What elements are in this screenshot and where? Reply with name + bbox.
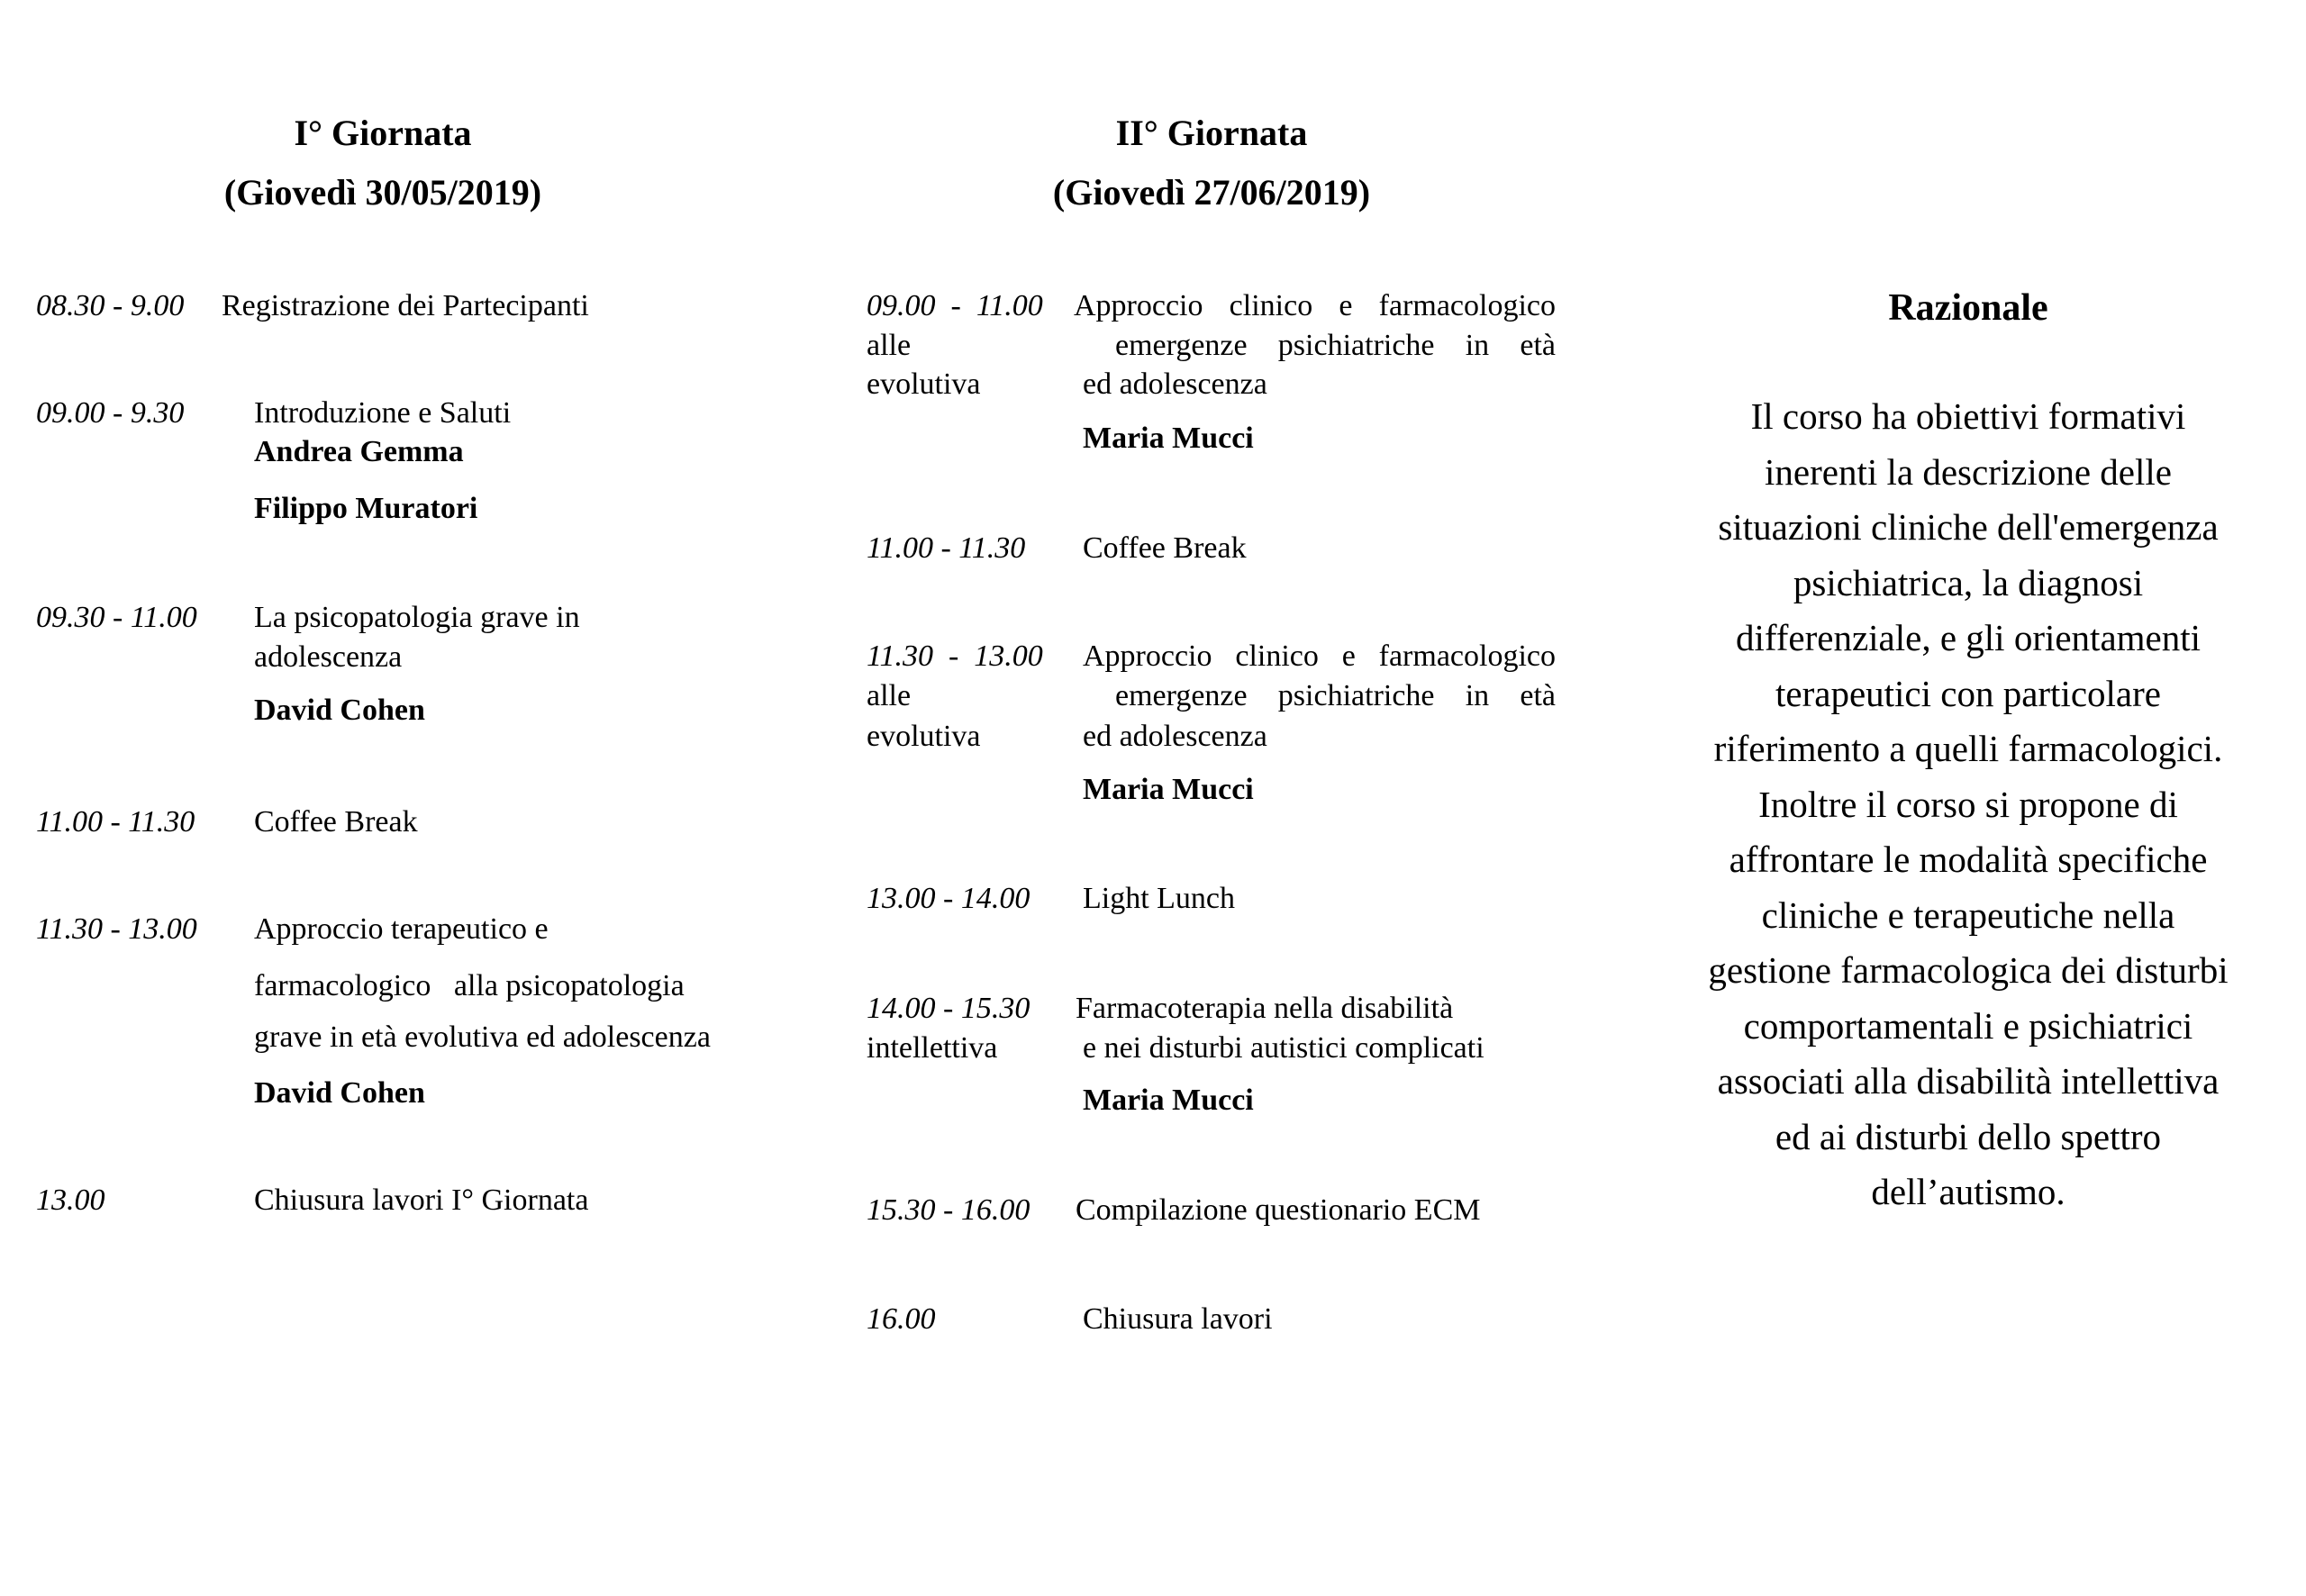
session-title: Compilazione questionario ECM: [1076, 1193, 1481, 1227]
rationale-line: dell’autismo.: [1871, 1171, 2065, 1212]
session-time: 16.00: [867, 1302, 936, 1336]
session-speaker: Maria Mucci: [1083, 422, 1254, 455]
rationale-line: Inoltre il corso si propone di: [1758, 783, 2178, 825]
rationale-title: Razionale: [1888, 287, 2048, 329]
session-title-line: Approccio clinico e farmacologico: [1074, 289, 1556, 322]
session-time: 09.00 - 9.30: [36, 396, 185, 430]
day2-title: II° Giornata: [1115, 113, 1308, 153]
session-title-line: emergenze psichiatriche in età: [1115, 679, 1556, 712]
session-title-line: La psicopatologia grave in: [254, 601, 580, 634]
session-time: 11.30 - 13.00: [867, 639, 1043, 673]
session-time: 15.30 - 16.00: [867, 1193, 1030, 1227]
rationale-line: comportamentali e psichiatrici: [1743, 1004, 2193, 1047]
session-title-wrap: alle: [867, 329, 912, 362]
day1-heading: [144, 104, 622, 222]
session-title-line: Approccio clinico e farmacologico: [1083, 639, 1556, 673]
session-title-wrap: evolutiva: [867, 367, 981, 401]
session-speaker: David Cohen: [254, 694, 425, 727]
session-title-line: ed adolescenza: [1083, 720, 1267, 753]
rationale-body: [1653, 389, 2283, 1220]
session-title: Coffee Break: [1083, 531, 1247, 565]
session-title-wrap: evolutiva: [867, 720, 981, 753]
rationale-line: riferimento a quelli farmacologici.: [1713, 728, 2223, 769]
day1-date: (Giovedì 30/05/2019): [223, 172, 542, 213]
session-time: 11.00 - 11.30: [36, 805, 195, 839]
session-time: 14.00 - 15.30: [867, 992, 1030, 1025]
session-title: Registrazione dei Partecipanti: [222, 289, 589, 322]
session-speaker: Filippo Muratori: [254, 492, 478, 525]
rationale-line: terapeutici con particolare: [1775, 672, 2161, 714]
session-time: 13.00: [36, 1183, 105, 1217]
session-title-line: e nei disturbi autistici complicati: [1083, 1031, 1484, 1065]
session-time: 11.30 - 13.00: [36, 912, 197, 946]
rationale-line: psichiatrica, la diagnosi: [1793, 561, 2144, 603]
session-title-line: emergenze psichiatriche in età: [1115, 329, 1556, 362]
rationale-line: inerenti la descrizione delle: [1765, 450, 2172, 493]
session-title-line: adolescenza: [254, 640, 403, 674]
rationale-line: gestione farmacologica dei disturbi: [1708, 949, 2229, 991]
session-time: 09.30 - 11.00: [36, 601, 197, 634]
rationale-line: differenziale, e gli orientamenti: [1735, 617, 2202, 658]
session-time: 13.00 - 14.00: [867, 882, 1030, 915]
session-title-line: ed adolescenza: [1083, 367, 1267, 401]
rationale-line: Il corso ha obiettivi formativi: [1750, 395, 2186, 437]
session-title: Light Lunch: [1083, 882, 1236, 915]
session-title: Chiusura lavori I° Giornata: [254, 1183, 589, 1217]
session-time: 11.00 - 11.30: [867, 531, 1026, 565]
rationale-line: cliniche e terapeutiche nella: [1761, 893, 2175, 936]
session-speaker: Andrea Gemma: [254, 435, 464, 468]
session-title-line: Approccio terapeutico e: [254, 912, 549, 946]
session-speaker: Maria Mucci: [1083, 773, 1254, 806]
session-title-wrap: intellettiva: [867, 1031, 998, 1065]
session-title: Introduzione e Saluti: [254, 396, 512, 430]
session-title-line: Farmacoterapia nella disabilità: [1076, 992, 1454, 1025]
day2-date: (Giovedì 27/06/2019): [1052, 172, 1371, 213]
rationale-line: affrontare le modalità specifiche: [1729, 839, 2208, 880]
session-title: Chiusura lavori: [1083, 1302, 1273, 1336]
rationale-line: ed ai disturbi dello spettro: [1775, 1115, 2162, 1157]
session-speaker: David Cohen: [254, 1076, 425, 1110]
session-time: 09.00 - 11.00: [867, 289, 1043, 322]
session-time: 08.30 - 9.00: [36, 289, 185, 322]
day1-title: I° Giornata: [294, 113, 472, 153]
session-title: Coffee Break: [254, 805, 418, 839]
rationale-line: associati alla disabilità intellettiva: [1717, 1060, 2220, 1102]
day2-heading: [982, 104, 1441, 222]
session-title-wrap: alle: [867, 679, 912, 712]
session-speaker: Maria Mucci: [1083, 1084, 1254, 1117]
session-title-line: farmacologico alla psicopatologia: [254, 969, 685, 1002]
session-title-line: grave in età evolutiva ed adolescenza: [254, 1020, 711, 1054]
rationale-line: situazioni cliniche dell'emergenza: [1718, 506, 2219, 548]
